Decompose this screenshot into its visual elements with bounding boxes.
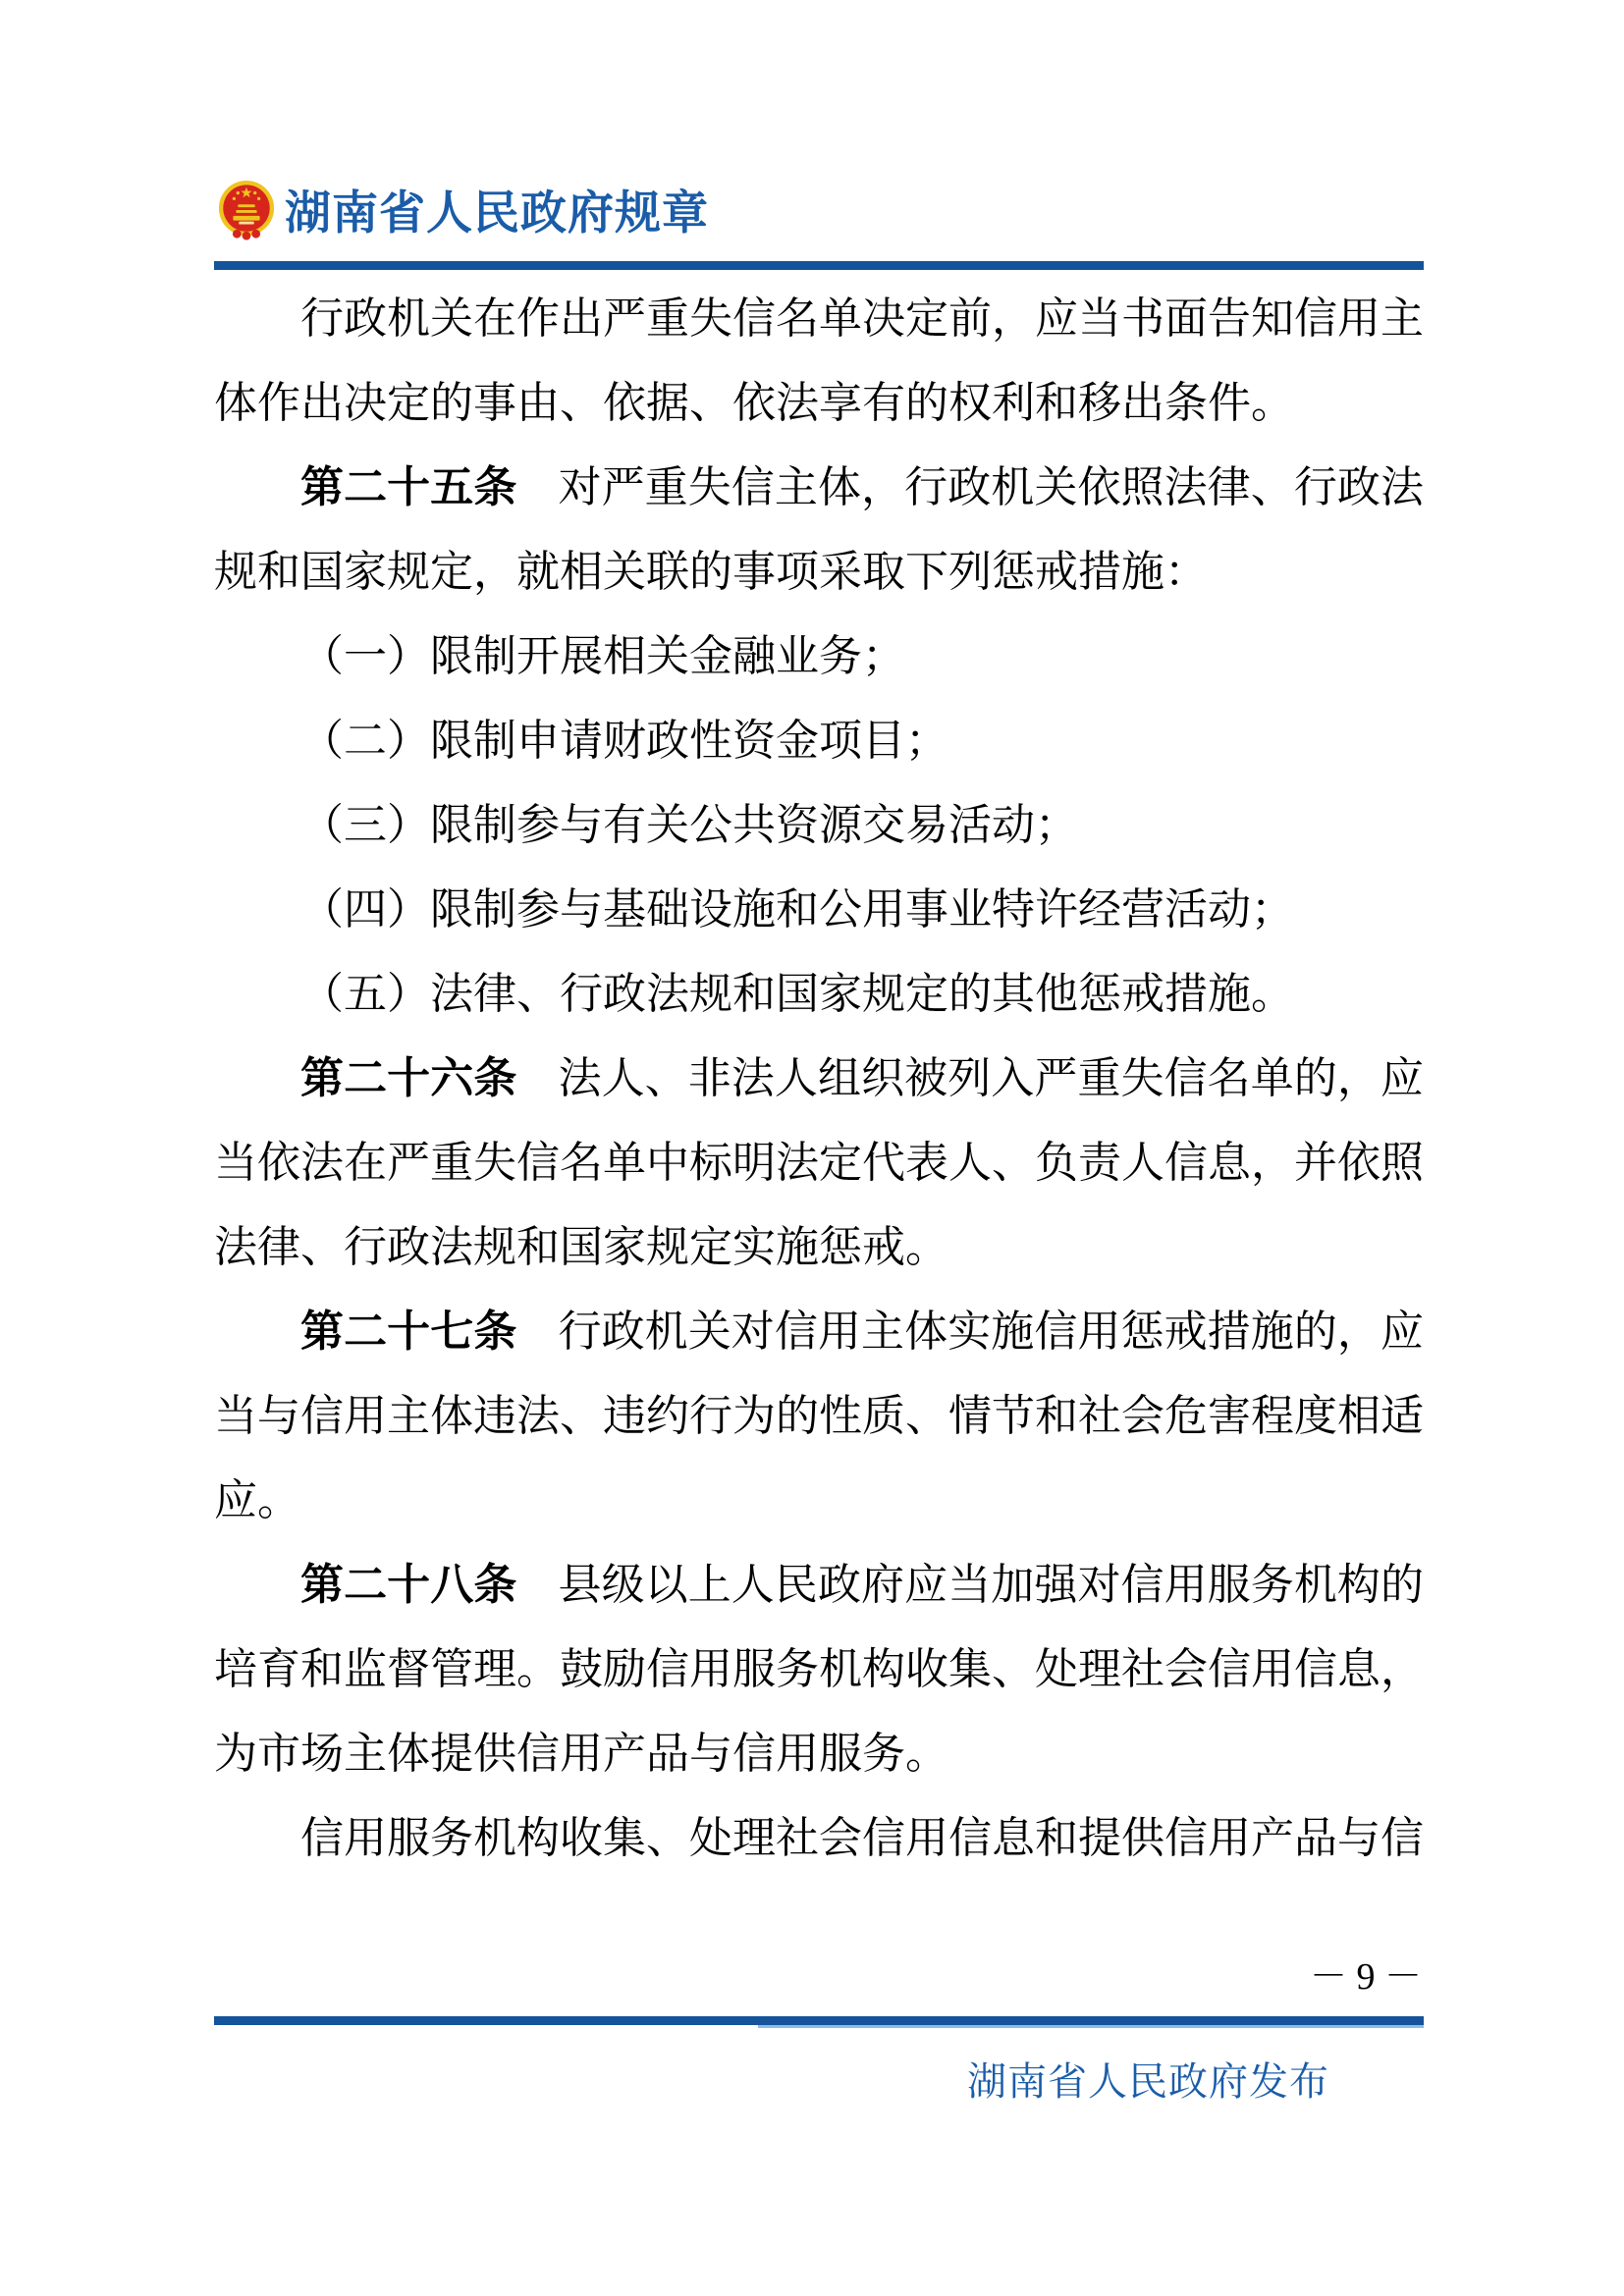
paragraph xyxy=(214,277,1424,446)
paragraph-text: （四）限制参与基础设施和公用事业特许经营活动； xyxy=(300,885,1294,934)
page-title: 湖南省人民政府规章 xyxy=(285,186,709,239)
paragraph xyxy=(214,614,1424,699)
paragraph-text: （三）限制参与有关公共资源交易活动； xyxy=(300,801,1078,849)
paragraph-text: （二）限制申请财政性资金项目； xyxy=(300,717,948,765)
paragraph-text: 行政机关在作出严重失信名单决定前，应当书面告知信用主体作出决定的事由、依据、依法享有的权利和移出条件。 xyxy=(214,294,1424,427)
article-paragraph xyxy=(214,1037,1424,1290)
article-paragraph xyxy=(214,446,1424,614)
paragraph xyxy=(214,952,1424,1037)
paragraph-text: 县级以上人民政府应当加强对信用服务机构的培育和监督管理。鼓励信用服务机构收集、处理社会信用信息，为市场主体提供信用产品与信用服务。 xyxy=(214,1561,1425,1778)
article-paragraph xyxy=(214,1543,1424,1796)
document-body xyxy=(214,277,1424,1881)
paragraph-text: （一）限制开展相关金融业务； xyxy=(300,632,905,680)
paragraph-text: 法人、非法人组织被列入严重失信名单的，应当依法在严重失信名单中标明法定代表人、负责人信息，并依照法律、行政法规和国家规定实施惩戒。 xyxy=(214,1054,1425,1271)
article-paragraph xyxy=(214,1290,1424,1543)
article-number: 第二十七条 xyxy=(300,1308,517,1356)
header-rule xyxy=(214,261,1424,270)
paragraph-text: 对严重失信主体，行政机关依照法律、行政法规和国家规定，就相关联的事项采取下列惩戒措施： xyxy=(214,463,1425,596)
article-number: 第二十五条 xyxy=(300,463,517,511)
page-number: － 9 － xyxy=(1309,1956,1422,1998)
paragraph-text: 信用服务机构收集、处理社会信用信息和提供信用产品与信 xyxy=(300,1814,1424,1862)
publisher-label: 湖南省人民政府发布 xyxy=(967,2060,1329,2104)
national-emblem-icon xyxy=(216,179,277,241)
paragraph-text: 行政机关对信用主体实施信用惩戒措施的，应当与信用主体违法、违约行为的性质、情节和社会危害程度相适应。 xyxy=(214,1308,1425,1524)
paragraph xyxy=(214,699,1424,783)
article-number: 第二十六条 xyxy=(300,1054,517,1102)
paragraph xyxy=(214,783,1424,868)
paragraph-text: （五）法律、行政法规和国家规定的其他惩戒措施。 xyxy=(300,970,1294,1018)
footer-rule-shadow xyxy=(758,2025,1424,2028)
paragraph xyxy=(214,1796,1424,1881)
footer-rule xyxy=(214,2016,1424,2025)
paragraph xyxy=(214,868,1424,952)
article-number: 第二十八条 xyxy=(300,1561,517,1609)
